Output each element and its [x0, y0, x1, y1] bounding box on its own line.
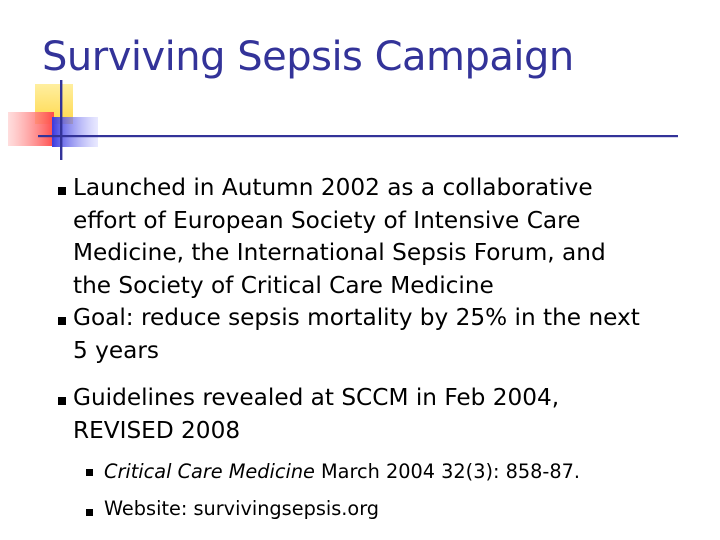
decorative-logo-icon: [0, 0, 720, 170]
bullet-marker-icon: [58, 397, 66, 405]
sub-list-item: [104, 458, 704, 486]
bullet-line: the Society of Critical Care Medicine: [73, 271, 494, 299]
bullet-line: Goal: reduce sepsis mortality by 25% in the next: [73, 304, 640, 331]
list-item: [73, 302, 693, 367]
bullet-line: Medicine, the International Sepsis Forum, and: [73, 239, 606, 266]
bullet-marker-icon: [58, 187, 66, 195]
list-item: [73, 172, 693, 302]
bullet-line: REVISED 2008: [73, 416, 241, 444]
website-text: Website: survivingsepsis.org: [104, 497, 380, 520]
sub-bullet-marker-icon: [86, 469, 93, 476]
bullet-marker-icon: [58, 317, 66, 325]
bullet-line: effort of European Society of Intensive Care: [73, 206, 581, 234]
bullet-line: 5 years: [73, 336, 159, 364]
page-title: Surviving Sepsis Campaign: [42, 34, 574, 80]
sub-list-item: [104, 495, 704, 523]
list-item: [73, 382, 693, 447]
citation-details: March 2004 32(3): 858-87.: [314, 460, 581, 483]
bullet-line: Launched in Autumn 2002 as a collaborative: [73, 174, 593, 201]
journal-name: Critical Care Medicine: [104, 460, 315, 483]
bullet-line: Guidelines revealed at SCCM in Feb 2004,: [73, 384, 560, 411]
sub-bullet-marker-icon: [86, 509, 93, 516]
